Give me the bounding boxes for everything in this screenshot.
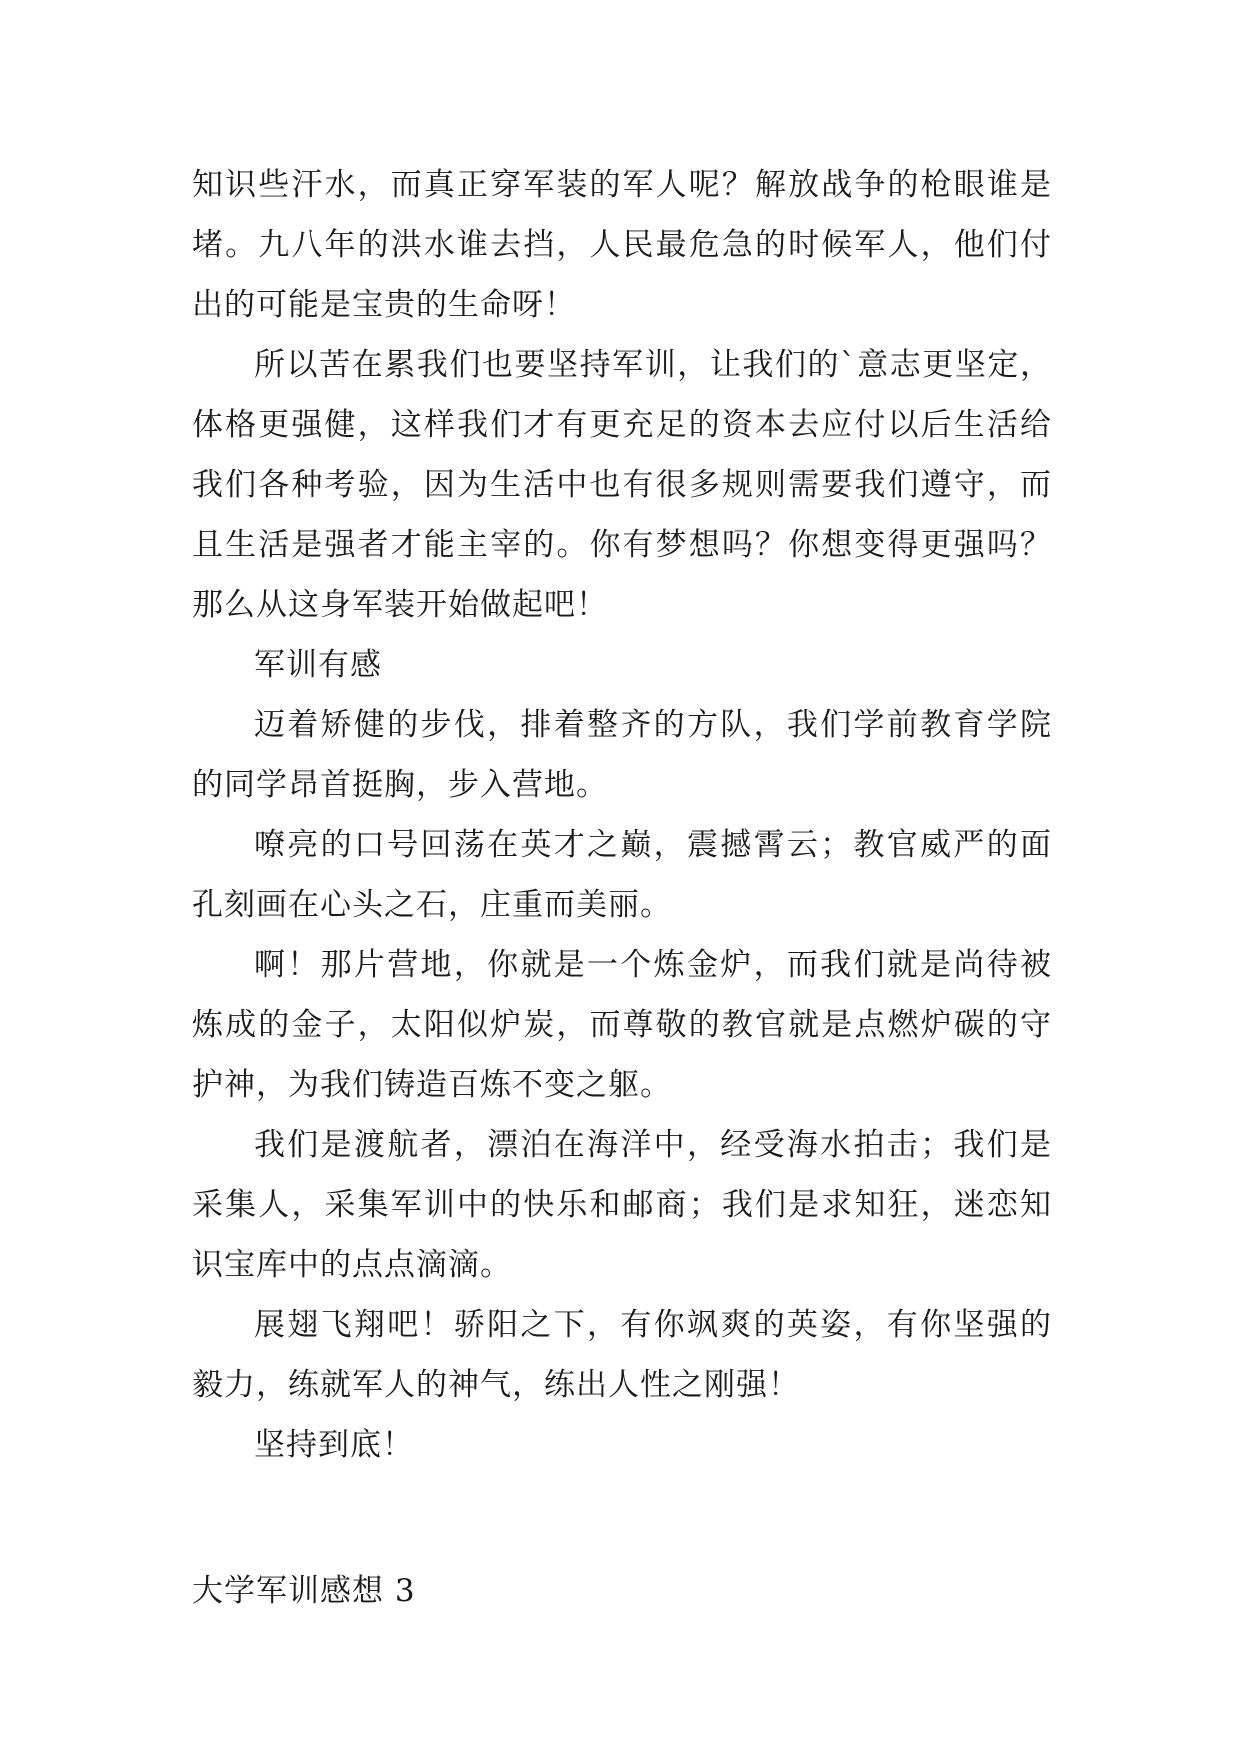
text-line: 啊！那片营地，你就是一个炼金炉，而我们就是尚待被	[254, 947, 1052, 983]
subheading	[192, 635, 1052, 695]
paragraph	[192, 695, 1052, 815]
paragraph	[192, 1115, 1052, 1295]
text-line: 迈着矫健的步伐，排着整齐的方队，我们学前教育学院	[254, 707, 1052, 743]
paragraph	[192, 815, 1052, 935]
text-line: 我们各种考验，因为生活中也有很多规则需要我们遵守，而	[192, 467, 1052, 503]
text-line: 那么从这身军装开始做起吧！	[192, 587, 608, 623]
text-line: 识宝库中的点点滴滴。	[192, 1247, 512, 1283]
paragraph	[192, 1295, 1052, 1415]
text-line: 毅力，练就军人的神气，练出人性之刚强！	[192, 1367, 800, 1403]
text-line: 知识些汗水，而真正穿军装的军人呢？解放战争的枪眼谁是	[192, 167, 1052, 203]
section-gap	[192, 1475, 1052, 1561]
section-title	[192, 1561, 1052, 1621]
text-line: 堵。九八年的洪水谁去挡，人民最危急的时候军人，他们付	[192, 227, 1052, 263]
text-line: 且生活是强者才能主宰的。你有梦想吗？你想变得更强吗？	[192, 527, 1052, 563]
text-line: 采集人，采集军训中的快乐和邮商；我们是求知狂，迷恋知	[192, 1187, 1052, 1223]
section-title-text: 大学军训感想 3	[192, 1573, 416, 1609]
text-line: 我们是渡航者，漂泊在海洋中，经受海水拍击；我们是	[254, 1127, 1052, 1163]
text-line: 展翅飞翔吧！骄阳之下，有你飒爽的英姿，有你坚强的	[254, 1307, 1052, 1343]
paragraph	[192, 1415, 1052, 1475]
text-line: 护神，为我们铸造百炼不变之躯。	[192, 1067, 672, 1103]
text-line: 的同学昂首挺胸，步入营地。	[192, 767, 608, 803]
paragraph	[192, 935, 1052, 1115]
text-line: 坚持到底！	[254, 1427, 414, 1463]
text-line: 嘹亮的口号回荡在英才之巅，震撼霄云；教官威严的面	[254, 827, 1052, 863]
text-line: 孔刻画在心头之石，庄重而美丽。	[192, 887, 672, 923]
subheading-text: 军训有感	[254, 647, 382, 683]
text-line: 出的可能是宝贵的生命呀！	[192, 287, 576, 323]
document-body	[192, 155, 1052, 1621]
paragraph	[192, 155, 1052, 335]
text-line: 炼成的金子，太阳似炉炭，而尊敬的教官就是点燃炉碳的守	[192, 1007, 1052, 1043]
text-line: 所以苦在累我们也要坚持军训，让我们的`意志更坚定，	[254, 347, 1052, 383]
paragraph	[192, 335, 1052, 635]
text-line: 体格更强健，这样我们才有更充足的资本去应付以后生活给	[192, 407, 1052, 443]
